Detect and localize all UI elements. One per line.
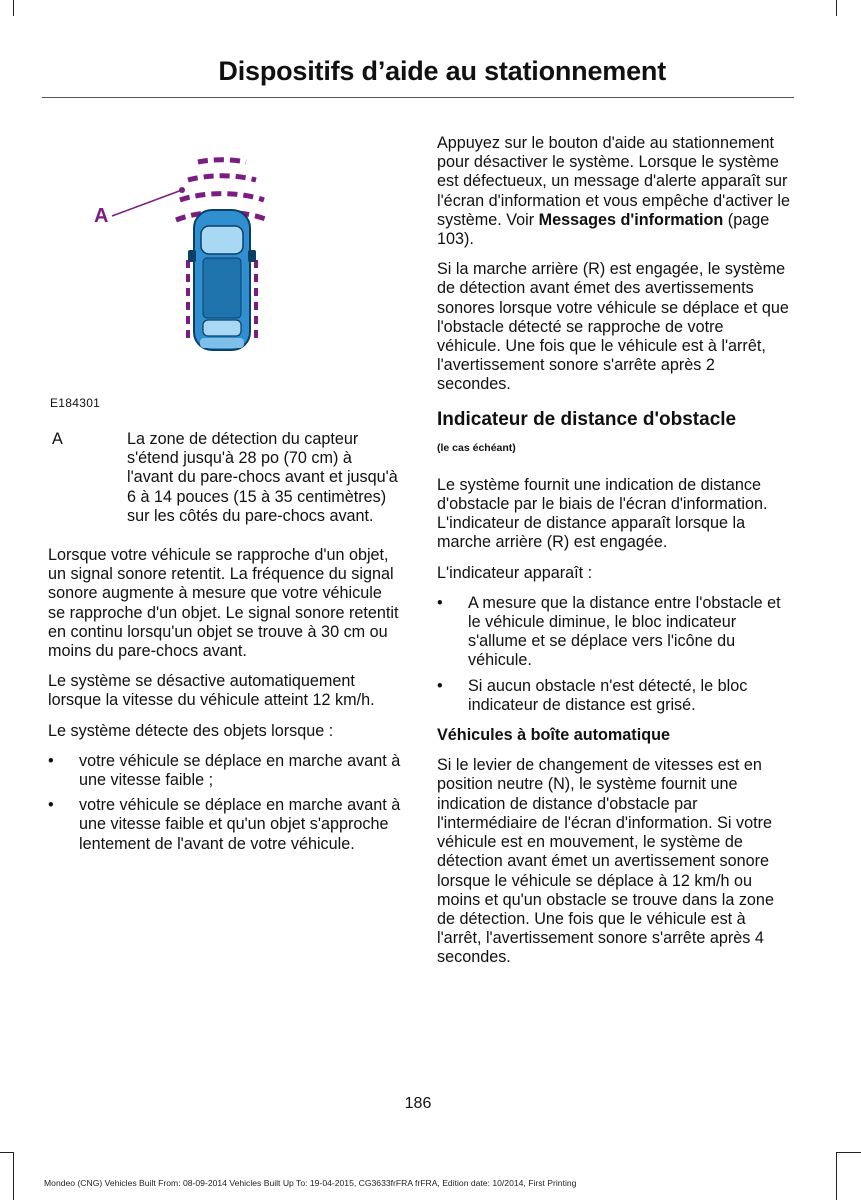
bullet-list <box>48 752 402 854</box>
paragraph: Le système détecte des objets lorsque : <box>48 721 334 740</box>
cross-reference-link[interactable]: Messages d'information <box>538 210 724 229</box>
paragraph: Le système se désactive automatiquement lorsque la vitesse du véhicule atteint 12 km/h. <box>48 672 375 710</box>
crop-mark-top-right <box>836 0 837 16</box>
list-item: • Si aucun obstacle n'est détecté, le bloc indicateur de distance est grisé. <box>437 676 748 714</box>
bullet-list <box>437 594 791 715</box>
car-sensor-illustration <box>48 140 402 415</box>
crop-mark-bottom-right-v <box>836 1152 837 1200</box>
bullet-icon: • <box>437 676 443 695</box>
list-item: • votre véhicule se déplace en marche avant à une vitesse faible et qu'un objet s'approche lentement de l'avant de votre véhicule. <box>48 796 401 853</box>
paragraph: L'indicateur apparaît : <box>437 563 593 582</box>
definition-text: La zone de détection du capteur s'étend jusqu'à 28 po (70 cm) à l'avant du pare-chocs avant et jusqu'à 6 à 14 pouces (15 à 35 centimètres) sur les côtés du pare-chocs avant. <box>127 430 398 525</box>
bullet-icon: • <box>48 751 54 770</box>
paragraph: Le système fournit une indication de distance d'obstacle par le biais de l'écran d'information. L'indicateur de distance apparaît lorsque la marche arrière (R) est engagée. <box>437 475 768 552</box>
page-number: 186 <box>404 1095 432 1112</box>
definition-key: A <box>52 430 63 448</box>
left-column <box>48 430 402 865</box>
crop-mark-bottom-right-h <box>836 1152 861 1153</box>
paragraph: Appuyez sur le bouton d'aide au stationnement pour désactiver le système. Lorsque le système est défectueux, un message d'alerte apparaît sur l'écran d'information et vous empêche d'activer le système. Voir Messages d'information (page 103). <box>437 134 790 249</box>
definition-item <box>48 430 402 526</box>
subsection-heading: Véhicules à boîte automatique <box>437 726 670 745</box>
section-heading: Indicateur de distance d'obstacle <box>437 408 737 430</box>
header-rule <box>42 97 794 98</box>
car-icon <box>188 210 256 350</box>
crop-mark-top-left <box>13 0 14 16</box>
footer-text: Mondeo (CNG) Vehicles Built From: 08-09-2014 Vehicles Built Up To: 19-04-2015, CG3633frFRA frFRA, Edition date: 10/2014, First Printing <box>44 1178 577 1188</box>
paragraph: Si le levier de changement de vitesses est en position neutre (N), le système fournit une indication de distance d'obstacle par l'intermédiaire de l'écran d'information. Si votre véhicule est en mouvement, le système de détection avant émet un avertissement sonore lorsque le véhicule se déplace à 12 km/h ou moins et qu'un obstacle se trouve dans la zone de détection. Une fois que le véhicule est à l'arrêt, l'avertissement sonore s'arrête après 4 secondes. <box>437 756 774 967</box>
list-item: • A mesure que la distance entre l'obstacle et le véhicule diminue, le bloc indicateur s'allume et se déplace vers l'icône du véhicule. <box>437 593 781 670</box>
section-subheading: (le cas échéant) <box>437 441 516 454</box>
callout-label-a: A <box>94 205 109 227</box>
right-column <box>437 134 791 979</box>
crop-mark-bottom-left-v <box>13 1152 14 1200</box>
crop-mark-bottom-left-h <box>0 1152 13 1153</box>
bullet-icon: • <box>437 593 443 612</box>
page-title: Dispositifs d’aide au stationnement <box>218 56 666 86</box>
list-item: • votre véhicule se déplace en marche avant à une vitesse faible ; <box>48 751 401 790</box>
parking-sensor-figure <box>48 140 402 415</box>
paragraph: Si la marche arrière (R) est engagée, le système de détection avant émet des avertissements sonores lorsque votre véhicule se déplace et que l'obstacle détecté se rapproche de votre véhicule. Une fois que le véhicule est à l'arrêt, l'avertissement sonore s'arrête après 2 secondes. <box>437 260 789 394</box>
bullet-icon: • <box>48 796 54 815</box>
figure-code: E184301 <box>50 396 101 410</box>
paragraph: Lorsque votre véhicule se rapproche d'un objet, un signal sonore retentit. La fréquence du signal sonore augmente à mesure que votre véhicule se rapproche d'un objet. Le signal sonore retentit en continu lorsqu'un objet se trouve à 30 cm ou moins du pare-chocs avant. <box>48 546 399 661</box>
